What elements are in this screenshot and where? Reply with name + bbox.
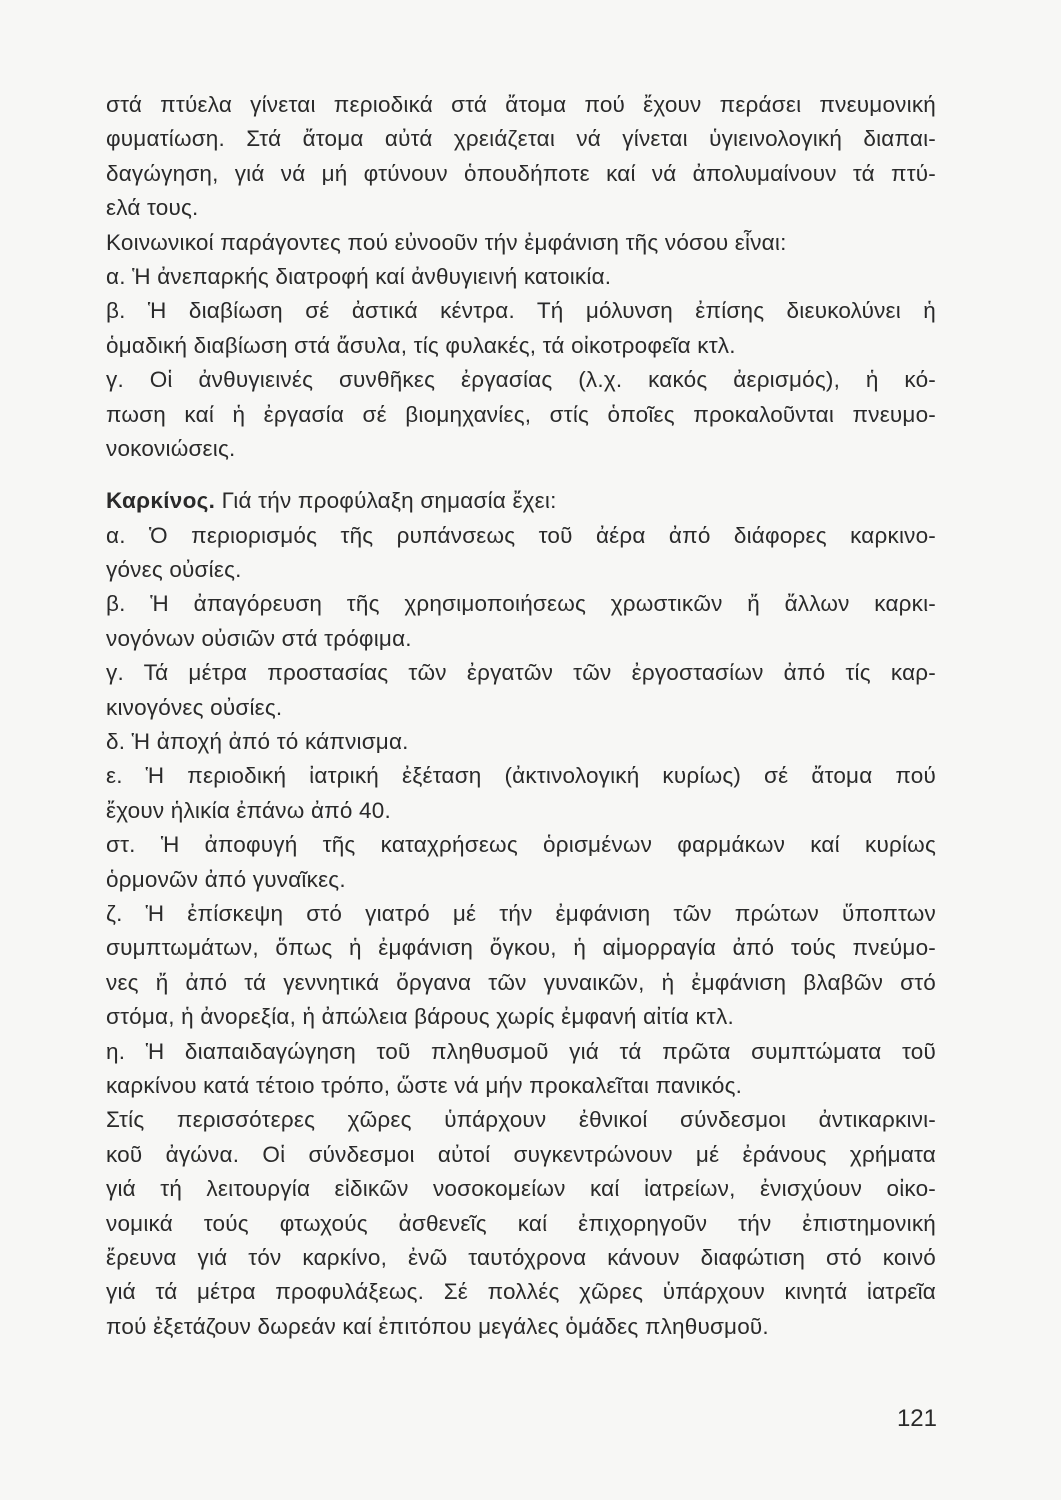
text-line: α. Ὁ περιορισμός τῆς ρυπάνσεως τοῦ ἀέρα ἀπό διάφορες καρκινο- bbox=[106, 522, 936, 548]
text-line: νογόνων οὐσιῶν στά τρόφιμα. bbox=[106, 625, 412, 651]
cancer-heading-line bbox=[106, 484, 936, 518]
text-line: γόνες οὐσίες. bbox=[106, 557, 242, 583]
text-line: γ. Τά μέτρα προστασίας τῶν ἐργατῶν τῶν ἐργοστασίων ἀπό τίς καρ- bbox=[106, 660, 936, 686]
page-number: 121 bbox=[896, 1405, 937, 1432]
cancer-intro: Γιά τήν προφύλαξη σημασία ἔχει: bbox=[215, 488, 557, 514]
text-line: ἔρευνα γιά τόν καρκίνο, ἐνῶ ταυτόχρονα κάνουν διαφώτιση στό κοινό bbox=[106, 1244, 936, 1270]
text-line: φυματίωση. Στά ἄτομα αὐτά χρειάζεται νά γίνεται ὑγιεινολογική διαπαι- bbox=[106, 126, 936, 152]
text-line: συμπτωμάτων, ὅπως ἡ ἐμφάνιση ὄγκου, ἡ αἱμορραγία ἀπό τούς πνεύμο- bbox=[106, 935, 936, 961]
text-line: ελά τους. bbox=[106, 195, 199, 221]
text-line: στά πτύελα γίνεται περιοδικά στά ἄτομα πού ἔχουν περάσει πνευμονική bbox=[106, 92, 936, 117]
text-line: γιά τή λειτουργία εἰδικῶν νοσοκομείων καί ἰατρείων, ἐνισχύουν οἰκο- bbox=[106, 1176, 936, 1202]
text-line: β. Ἡ διαβίωση σέ ἀστικά κέντρα. Τή μόλυνση ἐπίσης διευκολύνει ἡ bbox=[106, 298, 936, 324]
text-line: νοκονιώσεις. bbox=[106, 435, 236, 461]
text-line: ἔχουν ἡλικία ἐπάνω ἀπό 40. bbox=[106, 797, 391, 823]
text-line: β. Ἡ ἀπαγόρευση τῆς χρησιμοποιήσεως χρωστικῶν ἤ ἄλλων καρκι- bbox=[106, 591, 936, 617]
paragraph-gap bbox=[106, 466, 936, 484]
text-line: ε. Ἡ περιοδική ἰατρική ἐξέταση (ἀκτινολογική κυρίως) σέ ἄτομα πού bbox=[106, 763, 936, 789]
text-line: ὁμαδική διαβίωση στά ἄσυλα, τίς φυλακές, τά οἰκοτροφεῖα κτλ. bbox=[106, 332, 736, 358]
text-line: ζ. Ἡ ἐπίσκεψη στό γιατρό μέ τήν ἐμφάνιση τῶν πρώτων ὕποπτων bbox=[106, 900, 936, 926]
text-line: α. Ἡ ἀνεπαρκής διατροφή καί ἀνθυγιεινή κατοικία. bbox=[106, 263, 612, 289]
text-line: δ. Ἡ ἀποχή ἀπό τό κάπνισμα. bbox=[106, 729, 409, 755]
text-line: στ. Ἡ ἀποφυγή τῆς καταχρήσεως ὁρισμένων φαρμάκων καί κυρίως bbox=[106, 832, 936, 858]
text-line: καρκίνου κατά τέτοιο τρόπο, ὥστε νά μήν προκαλεῖται πανικός. bbox=[106, 1072, 743, 1098]
text-line: πού ἐξετάζουν δωρεάν καί ἐπιτόπου μεγάλες ὁμάδες πληθυσμοῦ. bbox=[106, 1313, 769, 1339]
text-line: ὁρμονῶν ἀπό γυναῖκες. bbox=[106, 866, 346, 892]
text-line: η. Ἡ διαπαιδαγώγηση τοῦ πληθυσμοῦ γιά τά πρῶτα συμπτώματα τοῦ bbox=[106, 1038, 936, 1064]
text-line: στόμα, ἡ ἀνορεξία, ἡ ἀπώλεια βάρους χωρίς ἐμφανή αἰτία κτλ. bbox=[106, 1004, 734, 1030]
text-line: νες ἤ ἀπό τά γεννητικά ὄργανα τῶν γυναικῶν, ἡ ἐμφάνιση βλαβῶν στό bbox=[106, 969, 936, 995]
page-body bbox=[106, 88, 936, 1344]
text-line: νομικά τούς φτωχούς ἀσθενεῖς καί ἐπιχορηγοῦν τήν ἐπιστημονική bbox=[106, 1210, 936, 1236]
text-line: Κοινωνικοί παράγοντες πού εὐνοοῦν τήν ἐμφάνιση τῆς νόσου εἶναι: bbox=[106, 229, 787, 255]
text-line: κοῦ ἀγώνα. Οἱ σύνδεσμοι αὐτοί συγκεντρώνουν μέ ἐράνους χρήματα bbox=[106, 1141, 936, 1167]
text-line: δαγώγηση, γιά νά μή φτύνουν ὁπουδήποτε καί νά ἀπολυμαίνουν τά πτύ- bbox=[106, 160, 936, 186]
text-line: γιά τά μέτρα προφυλάξεως. Σέ πολλές χῶρες ὑπάρχουν κινητά ἰατρεῖα bbox=[106, 1279, 936, 1305]
text-line: γ. Οἱ ἀνθυγιεινές συνθῆκες ἐργασίας (λ.χ. κακός ἀερισμός), ἡ κό- bbox=[106, 367, 936, 393]
cancer-label: Καρκίνος. bbox=[106, 488, 216, 514]
text-line: Στίς περισσότερες χῶρες ὑπάρχουν ἐθνικοί σύνδεσμοι ἀντικαρκινι- bbox=[106, 1107, 936, 1133]
text-line: πωση καί ἡ ἐργασία σέ βιομηχανίες, στίς ὁποῖες προκαλοῦνται πνευμο- bbox=[106, 401, 936, 427]
text-line: κινογόνες οὐσίες. bbox=[106, 694, 283, 720]
